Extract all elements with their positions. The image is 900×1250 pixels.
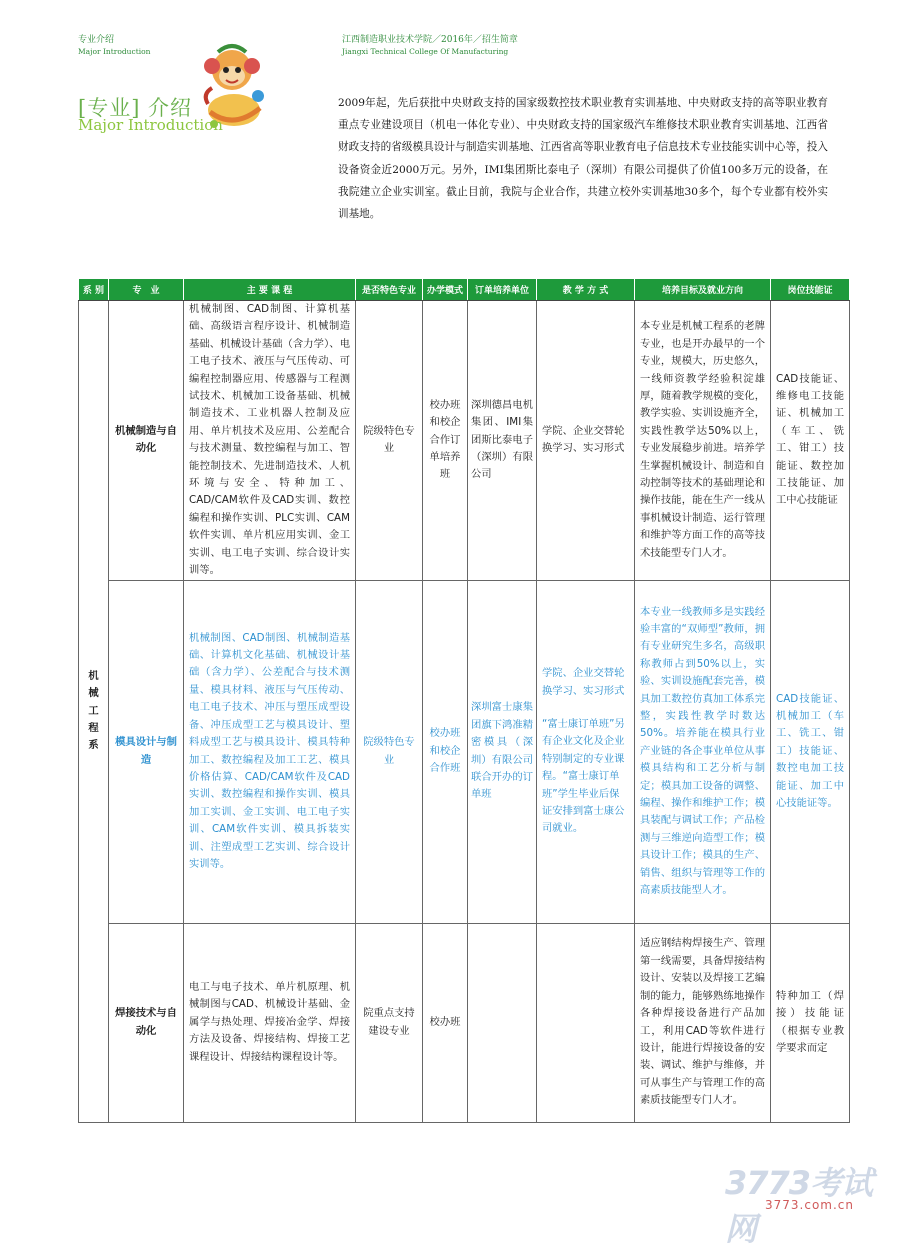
header-order-unit: 订单培养单位 <box>468 279 537 301</box>
header-certs: 岗位技能证 <box>771 279 850 301</box>
majors-table <box>78 278 850 1123</box>
teaching-text-b: “富士康订单班”另有企业文化及企业特别制定的专业课程。“富士康订单班”学生毕业后保证安排到富士康公司就业。 <box>542 717 625 835</box>
header-major: 专 业 <box>109 279 184 301</box>
table-row <box>79 301 850 581</box>
table-row <box>79 580 850 923</box>
certs-cell: CAD技能证、机械加工（车工、铣工、钳工）技能证、数控电加工技能证、加工中心技能证等。 <box>771 580 850 923</box>
goal-cell: 本专业一线教师多是实践经验丰富的“双师型”教师，拥有专业研究生多名，高级职称教师占到50%以上，实验、实训设施配套完善，模具加工数控仿真加工体系完整，实践性教学时数达50%。培养能在模具行业产业链的各企事业单位从事模具结构和工艺分析与制定；模具加工设备的调整、编程、操作和维护工作；模具装配与调试工作；产品检测与三维逆向造型工作；模具设计工作；模具的生产、销售、组织与管理等工作的高素质技能型人才。 <box>635 580 771 923</box>
courses-cell: 机械制图、CAD制图、机械制造基础、计算机文化基础、机械设计基础（含力学）、公差配合与技术测量、模具材料、液压与气压传动、电工电子技术、冲压与塑压成型设备、冲压成型工艺与模具设计、塑料成型工艺与模具设计、模具特种加工、数控编程及加工工艺、模具价格估算、CAD/CAM软件及CAD实训、数控编程和操作实训、模具加工实训、金工实训、电工电子实训、CAM软件实训、模具拆装实训、注塑成型工艺实训、综合设计实训等。 <box>184 580 356 923</box>
certs-cell: CAD技能证、维修电工技能证、机械加工（车工、铣工、钳工）技能证、数控加工技能证、加工中心技能证 <box>771 301 850 581</box>
order-unit-cell <box>468 923 537 1122</box>
page-title-cn: [专业] 介绍 <box>78 96 193 120</box>
watermark-logo-text: 3773考试网 <box>725 1164 873 1248</box>
goal-cell: 适应钢结构焊接生产、管理第一线需要，具备焊接结构设计、安装以及焊接工艺编制的能力，能够熟练地操作各种焊接设备进行产品加工，利用CAD等软件进行设计，能进行焊接设备的安装、调试、维护与维修，并可从事生产与管理工作的高素质技能型专门人才。 <box>635 923 771 1122</box>
mode-cell: 校办班和校企合作班 <box>423 580 468 923</box>
featured-cell: 院重点支持建设专业 <box>356 923 423 1122</box>
watermark-url: 3773.com.cn <box>765 1198 854 1212</box>
order-unit-cell: 深圳德昌电机集团、IMI集团斯比泰电子（深圳）有限公司 <box>468 301 537 581</box>
major-name: 机械制造与自动化 <box>109 301 184 581</box>
header-mode: 办学模式 <box>423 279 468 301</box>
header-teaching: 教 学 方 式 <box>537 279 635 301</box>
featured-cell: 院级特色专业 <box>356 580 423 923</box>
mode-cell: 校办班和校企合作订单培养班 <box>423 301 468 581</box>
courses-cell: 机械制图、CAD制图、计算机基础、高级语言程序设计、机械制造基础、机械设计基础（含力学）、电工电子技术、液压与气压传动、可编程控制器应用、传感器与工程测试技术、机械加工设备基础、机械制造技术、工业机器人控制及应用、单片机技术及应用、公差配合与技术测量、数控编程与加工、智能控制技术、先进制造技术、人机环境与安全、特种加工、CAD/CAM软件及CAD实训、数控编程和操作实训、PLC实训、CAM软件实训、单片机应用实训、金工实训、电工电子实训、综合设计实训等。 <box>184 301 356 581</box>
department-name: 机械工程系 <box>88 669 99 752</box>
teaching-text-a: 学院、企业交替轮换学习、实习形式 <box>542 667 625 697</box>
courses-cell: 电工与电子技术、单片机原理、机械制图与CAD、机械设计基础、金属学与热处理、焊接冶金学、焊接方法及设备、焊接结构、焊接工艺课程设计、焊接结构课程设计等。 <box>184 923 356 1122</box>
header-section-cn: 专业介绍 <box>78 35 115 45</box>
mode-cell: 校办班 <box>423 923 468 1122</box>
header-goal: 培养目标及就业方向 <box>635 279 771 301</box>
teaching-cell: 学院、企业交替轮换学习、实习形式 <box>537 301 635 581</box>
site-watermark <box>725 1158 895 1248</box>
department-cell <box>79 301 109 1123</box>
header-section-label <box>78 34 150 58</box>
featured-cell: 院级特色专业 <box>356 301 423 581</box>
header-school-en: Jiangxi Technical College Of Manufacturing <box>342 47 509 56</box>
certs-cell: 特种加工（焊接）技能证（根据专业教学要求而定 <box>771 923 850 1122</box>
page-title-en: Major Introduction <box>78 116 223 134</box>
intro-paragraph: 2009年起，先后获批中央财政支持的国家级数控技术职业教育实训基地、中央财政支持的高等职业教育重点专业建设项目（机电一体化专业）、中央财政支持的国家级汽车维修技术职业教育实训基地、江西省财政支持的省级模具设计与制造实训基地、江西省高等职业教育电子信息技术专业技能实训中心等，投入设备资金近2000万元。另外，IMI集团斯比泰电子（深圳）有限公司提供了价值100多万元的设备，在我院建立企业实训室。截止目前，我院与企业合作，共建立校外实训基地30多个，每个专业都有校外实训基地。 <box>338 97 828 221</box>
table-row <box>79 923 850 1122</box>
header-school-cn: 江西制造职业技术学院／2016年／招生简章 <box>342 35 518 45</box>
teaching-cell <box>537 923 635 1122</box>
teaching-cell <box>537 580 635 923</box>
major-name: 模具设计与制造 <box>109 580 184 923</box>
header-section-en: Major Introduction <box>78 47 151 56</box>
major-name: 焊接技术与自动化 <box>109 923 184 1122</box>
header-school-label <box>342 34 518 58</box>
header-courses: 主 要 课 程 <box>184 279 356 301</box>
order-unit-cell: 深圳富士康集团旗下鸿准精密模具（深圳）有限公司联合开办的订单班 <box>468 580 537 923</box>
header-featured: 是否特色专业 <box>356 279 423 301</box>
table-header-row <box>79 279 850 301</box>
header-department: 系 别 <box>79 279 109 301</box>
goal-cell: 本专业是机械工程系的老牌专业，也是开办最早的一个专业，规模大，历史悠久，一线师资教学经验积淀雄厚，随着教学规模的变化，教学实验、实训设施齐全，实践性教学达50%以上，专业发展稳步前进。培养学生掌握机械设计、制造和自动控制等技术的基础理论和操作技能，能在生产一线从事机械设计制造、运行管理和维护等方面工作的高等技术技能型专门人才。 <box>635 301 771 581</box>
